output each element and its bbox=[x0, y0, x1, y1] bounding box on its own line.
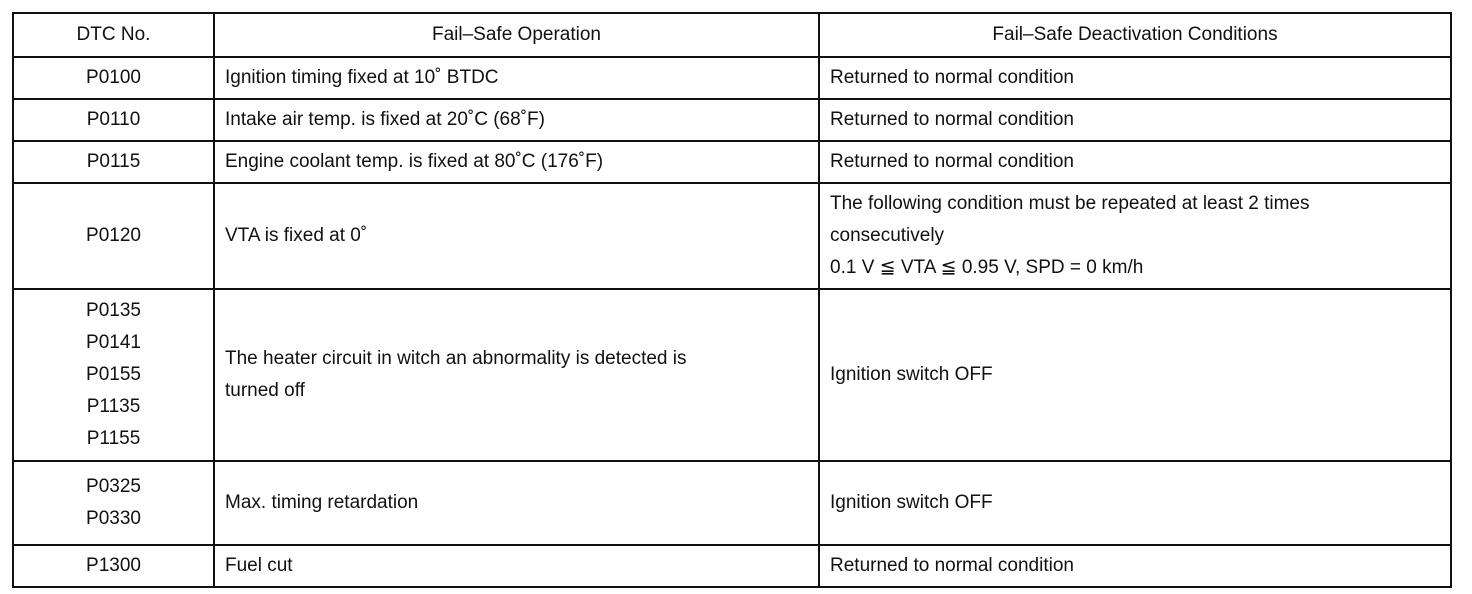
operation-text: The heater circuit in witch an abnormality is detected is bbox=[225, 348, 687, 369]
dtc-code: P0330 bbox=[86, 508, 141, 529]
dtc-code: P0100 bbox=[86, 67, 141, 88]
operation-cell bbox=[214, 289, 819, 461]
operation-cell bbox=[214, 57, 819, 99]
operation-cell bbox=[214, 99, 819, 141]
table-row bbox=[13, 289, 1451, 461]
dtc-code: P1155 bbox=[86, 428, 141, 449]
dtc-code-cell bbox=[13, 183, 214, 289]
header-fail-safe-operation: Fail–Safe Operation bbox=[214, 13, 819, 57]
table-row bbox=[13, 461, 1451, 545]
table-row bbox=[13, 545, 1451, 587]
header-deactivation-conditions: Fail–Safe Deactivation Conditions bbox=[819, 13, 1451, 57]
deactivation-text: Returned to normal condition bbox=[830, 151, 1074, 172]
operation-text: Engine coolant temp. is fixed at 80˚C (176˚F) bbox=[225, 151, 604, 172]
dtc-code-cell bbox=[13, 289, 214, 461]
deactivation-cell bbox=[819, 461, 1451, 545]
operation-cell bbox=[214, 141, 819, 183]
dtc-code: P1300 bbox=[86, 555, 141, 576]
table-row bbox=[13, 141, 1451, 183]
dtc-code: P0120 bbox=[86, 225, 141, 246]
table-row bbox=[13, 99, 1451, 141]
dtc-code: P0325 bbox=[86, 476, 141, 497]
table-row bbox=[13, 183, 1451, 289]
deactivation-text: Ignition switch OFF bbox=[830, 492, 993, 513]
header-row bbox=[13, 13, 1451, 57]
operation-cell bbox=[214, 545, 819, 587]
operation-text: Intake air temp. is fixed at 20˚C (68˚F) bbox=[225, 109, 545, 130]
operation-text: Fuel cut bbox=[225, 555, 293, 576]
table-row bbox=[13, 57, 1451, 99]
dtc-code-cell bbox=[13, 99, 214, 141]
deactivation-condition-formula: 0.1 V ≦ VTA ≦ 0.95 V, SPD = 0 km/h bbox=[830, 257, 1144, 278]
dtc-code: P1135 bbox=[86, 396, 141, 417]
deactivation-cell bbox=[819, 99, 1451, 141]
deactivation-cell bbox=[819, 183, 1451, 289]
deactivation-text: Returned to normal condition bbox=[830, 67, 1074, 88]
dtc-code: P0110 bbox=[86, 109, 141, 130]
dtc-code-cell bbox=[13, 141, 214, 183]
header-dtc-no: DTC No. bbox=[13, 13, 214, 57]
deactivation-text: Returned to normal condition bbox=[830, 109, 1074, 130]
deactivation-text: consecutively bbox=[830, 225, 945, 246]
deactivation-cell bbox=[819, 289, 1451, 461]
operation-text: VTA is fixed at 0˚ bbox=[225, 225, 368, 246]
dtc-code: P0141 bbox=[86, 332, 141, 353]
deactivation-text: Ignition switch OFF bbox=[830, 364, 993, 385]
fail-safe-table bbox=[12, 12, 1452, 588]
operation-cell bbox=[214, 461, 819, 545]
dtc-code: P0115 bbox=[86, 151, 141, 172]
operation-text: turned off bbox=[225, 380, 305, 401]
dtc-code: P0155 bbox=[86, 364, 141, 385]
deactivation-cell bbox=[819, 545, 1451, 587]
dtc-code-cell bbox=[13, 57, 214, 99]
deactivation-text: The following condition must be repeated at least 2 times bbox=[830, 193, 1310, 214]
deactivation-cell bbox=[819, 141, 1451, 183]
operation-cell bbox=[214, 183, 819, 289]
operation-text: Ignition timing fixed at 10˚ BTDC bbox=[225, 67, 499, 88]
dtc-code-cell bbox=[13, 461, 214, 545]
operation-text: Max. timing retardation bbox=[225, 492, 419, 513]
deactivation-text: Returned to normal condition bbox=[830, 555, 1074, 576]
deactivation-cell bbox=[819, 57, 1451, 99]
dtc-code-cell bbox=[13, 545, 214, 587]
dtc-code: P0135 bbox=[86, 300, 141, 321]
